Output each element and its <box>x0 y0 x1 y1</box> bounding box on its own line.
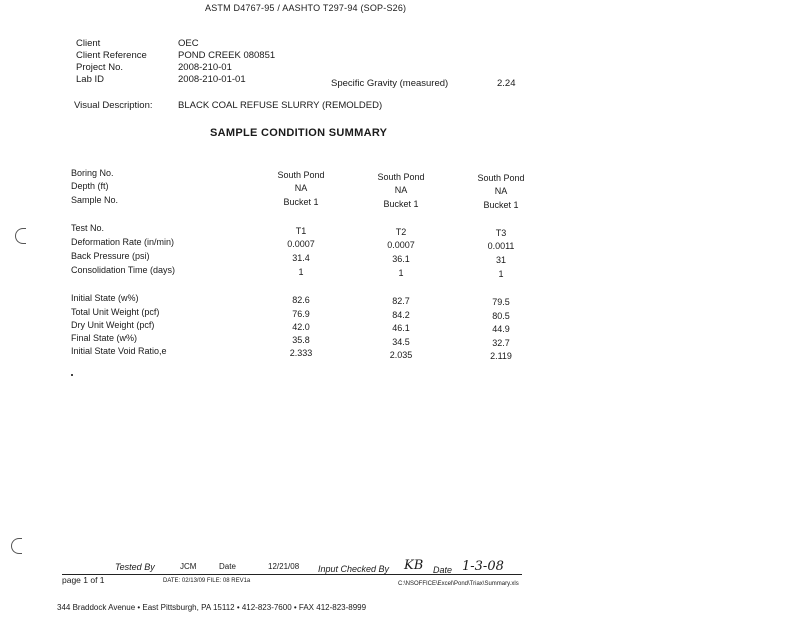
page-title: SAMPLE CONDITION SUMMARY <box>210 127 388 139</box>
row-label: Total Unit Weight (pcf) <box>71 307 160 317</box>
lab-id-label: Lab ID <box>76 74 104 85</box>
cell: 0.0007 <box>387 240 415 250</box>
cell: 1 <box>398 268 404 278</box>
client-value: OEC <box>178 38 199 49</box>
project-number-label: Project No. <box>76 62 123 73</box>
checked-date-value: 1-3-08 <box>462 559 504 574</box>
tested-date-label: Date <box>219 562 236 571</box>
tested-by-label: Tested By <box>115 562 155 572</box>
cell: 2.035 <box>389 350 413 360</box>
cell: 31.4 <box>292 253 310 263</box>
row-label: Test No. <box>71 223 105 233</box>
project-number-value: 2008-210-01 <box>178 62 232 73</box>
input-checked-label: Input Checked By <box>318 564 390 574</box>
cell: South Pond <box>277 170 325 180</box>
cell: 1 <box>498 269 504 279</box>
cell: Bucket 1 <box>483 200 519 210</box>
row-label: Final State (w%) <box>71 333 138 343</box>
specific-gravity-value: 2.24 <box>497 78 516 89</box>
file-date-note: DATE: 02/13/09 FILE: 08 REV1a <box>163 578 251 584</box>
row-label: Deformation Rate (in/min) <box>71 237 175 247</box>
cell: NA <box>294 183 308 193</box>
tested-date-value: 12/21/08 <box>268 562 300 571</box>
cell: Bucket 1 <box>283 197 319 207</box>
cell: Bucket 1 <box>383 199 419 209</box>
cell: 76.9 <box>292 309 310 319</box>
cell: 1 <box>298 267 304 277</box>
cell: 0.0007 <box>287 239 315 249</box>
cell: 2.333 <box>289 348 313 358</box>
signature-rule <box>62 574 522 575</box>
visual-description-value: BLACK COAL REFUSE SLURRY (REMOLDED) <box>178 100 383 111</box>
cell: 32.7 <box>492 338 510 348</box>
row-label: Initial State Void Ratio,e <box>71 346 167 356</box>
cell: T1 <box>295 226 307 236</box>
cell: 0.0011 <box>487 241 515 251</box>
tested-by-value: JCM <box>180 562 197 571</box>
row-label: Initial State (w%) <box>71 293 139 303</box>
cell: South Pond <box>477 173 525 183</box>
row-label: Back Pressure (psi) <box>71 251 150 261</box>
cell: 35.8 <box>292 335 310 345</box>
cell: 2.119 <box>490 351 512 361</box>
cell: 82.6 <box>292 295 310 305</box>
stray-dot <box>71 374 73 376</box>
cell: 36.1 <box>392 254 410 264</box>
cell: 79.5 <box>492 297 510 307</box>
cell: T3 <box>495 228 507 238</box>
client-label: Client <box>76 38 101 49</box>
cell: T2 <box>395 227 407 237</box>
standard-header: ASTM D4767-95 / AASHTO T297-94 (SOP-S26) <box>205 3 407 13</box>
cell: 44.9 <box>492 324 510 334</box>
client-reference-value: POND CREEK 080851 <box>178 50 276 61</box>
specific-gravity-label: Specific Gravity (measured) <box>331 78 449 89</box>
cell: South Pond <box>377 172 425 182</box>
cell: 42.0 <box>292 322 310 332</box>
row-label: Depth (ft) <box>71 181 109 191</box>
cell: 80.5 <box>492 311 510 321</box>
visual-description-label: Visual Description: <box>74 100 153 111</box>
company-address: 344 Braddock Avenue • East Pittsburgh, PA 15112 • 412-823-7600 • FAX 412-823-8999 <box>57 603 367 612</box>
page-number: page 1 of 1 <box>62 575 105 585</box>
cell: NA <box>394 185 408 195</box>
client-reference-label: Client Reference <box>76 50 147 61</box>
cell: 84.2 <box>392 310 410 320</box>
checked-date-label: Date <box>433 565 453 575</box>
input-checked-initials: KB <box>404 558 424 573</box>
cell: 46.1 <box>392 323 410 333</box>
file-path: C:\NSOFFICE\Excel\Pond\Triax\Summary.xls <box>398 581 519 587</box>
cell: 31 <box>495 255 506 265</box>
row-label: Dry Unit Weight (pcf) <box>71 320 155 330</box>
row-label: Sample No. <box>71 195 119 205</box>
cell: NA <box>494 186 508 196</box>
punch-hole-mark <box>15 228 26 244</box>
punch-hole-mark <box>11 538 22 554</box>
row-label: Consolidation Time (days) <box>71 265 176 275</box>
cell: 82.7 <box>392 296 410 306</box>
row-label: Boring No. <box>71 168 114 178</box>
lab-id-value: 2008-210-01-01 <box>178 74 246 85</box>
cell: 34.5 <box>392 337 410 347</box>
